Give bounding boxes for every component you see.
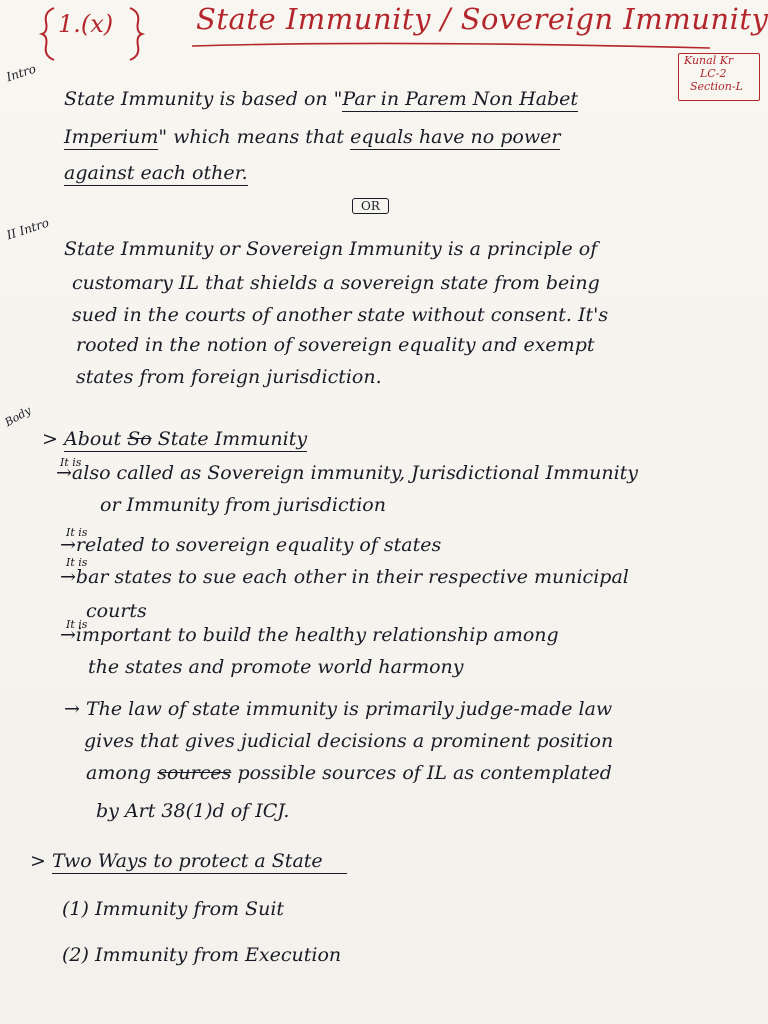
bullet-arrow-2: → bbox=[60, 534, 76, 556]
it-is-note-4: It is bbox=[66, 618, 88, 631]
intro1-line3 bbox=[64, 162, 248, 184]
point-4-line-2: the states and promote world harmony bbox=[88, 656, 464, 678]
point-2-text: related to sovereign equality of states bbox=[75, 534, 442, 556]
ways-item-1: (1) Immunity from Suit bbox=[62, 898, 285, 920]
point-5-text-1: The law of state immunity is primarily judge-made law bbox=[85, 698, 613, 720]
point-1-line-1 bbox=[56, 462, 638, 484]
intro2-line-3: sued in the courts of another state without consent. It's bbox=[72, 304, 609, 326]
margin-body-label: Body bbox=[2, 403, 34, 430]
bullet-arrow-3: → bbox=[60, 566, 76, 588]
or-marker: OR bbox=[352, 198, 389, 214]
title-underline bbox=[190, 40, 730, 54]
intro1-text-1a: State Immunity is based on " bbox=[64, 88, 343, 110]
point-4-text-1: important to build the healthy relationship among bbox=[75, 624, 559, 646]
intro2-line-1: State Immunity or Sovereign Immunity is a principle of bbox=[64, 238, 598, 260]
intro1-line1 bbox=[64, 88, 578, 110]
question-number: 1.(x) bbox=[58, 10, 114, 38]
point-3-line-2: courts bbox=[86, 600, 147, 622]
ways-item-2: (2) Immunity from Execution bbox=[62, 944, 342, 966]
it-is-note-3: It is bbox=[66, 556, 88, 569]
point-4-line-1 bbox=[60, 624, 559, 646]
margin-intro2-label: II Intro bbox=[4, 215, 51, 243]
point-5-struck-word: sources bbox=[157, 762, 232, 784]
point-2 bbox=[60, 534, 441, 556]
point-5-text-3a: among bbox=[86, 762, 152, 784]
latin-maxim-part2: Imperium bbox=[64, 126, 159, 148]
about-heading-text bbox=[64, 428, 307, 452]
intro1-text-2b: " which means that bbox=[158, 126, 351, 148]
point-5-line-3 bbox=[86, 762, 612, 784]
author-class: LC-2 bbox=[700, 67, 727, 80]
intro2-line-5: states from foreign jurisdiction. bbox=[76, 366, 382, 388]
bullet-arrow-5: → bbox=[64, 698, 80, 720]
latin-maxim-part1: Par in Parem Non Habet bbox=[342, 88, 579, 110]
bullet-arrow-4: → bbox=[60, 624, 76, 646]
point-1-line-2: or Immunity from jurisdiction bbox=[100, 494, 386, 516]
about-heading-struck: So bbox=[127, 428, 152, 450]
intro1-emphasis-1: equals have no power bbox=[350, 126, 561, 148]
point-5-line-1 bbox=[64, 698, 612, 720]
ways-heading-text: Two Ways to protect a State bbox=[52, 850, 347, 874]
point-3-line-1 bbox=[60, 566, 629, 588]
intro2-line-4: rooted in the notion of sovereign equality and exempt bbox=[76, 334, 595, 356]
page-title: State Immunity / Sovereign Immunity bbox=[196, 2, 768, 36]
it-is-note-2: It is bbox=[66, 526, 88, 539]
ways-heading bbox=[30, 850, 347, 872]
author-name: Kunal Kr bbox=[684, 54, 734, 67]
author-section: Section-L bbox=[690, 80, 743, 93]
bullet-arrow-1: → bbox=[56, 462, 72, 484]
intro1-line2 bbox=[64, 126, 560, 148]
about-heading bbox=[42, 428, 307, 450]
margin-intro-label: Intro bbox=[4, 61, 38, 85]
intro2-line-2: customary IL that shields a sovereign state from being bbox=[72, 272, 600, 294]
point-1-text-1: also called as Sovereign immunity, Jurisdictional Immunity bbox=[71, 462, 639, 484]
point-3-text-1: bar states to sue each other in their respective municipal bbox=[75, 566, 629, 588]
about-heading-b: State Immunity bbox=[157, 428, 308, 450]
point-5-line-2: gives that gives judicial decisions a prominent position bbox=[84, 730, 614, 752]
ways-heading-arrow: > bbox=[30, 850, 46, 872]
point-5-line-4: by Art 38(1)d of ICJ. bbox=[96, 800, 290, 822]
about-heading-arrow: > bbox=[42, 428, 58, 450]
about-heading-a: About bbox=[63, 428, 122, 450]
point-5-text-3b: possible sources of IL as contemplated bbox=[237, 762, 612, 784]
intro1-emphasis-2: against each other. bbox=[64, 162, 248, 184]
it-is-note-1: It is bbox=[60, 456, 82, 469]
